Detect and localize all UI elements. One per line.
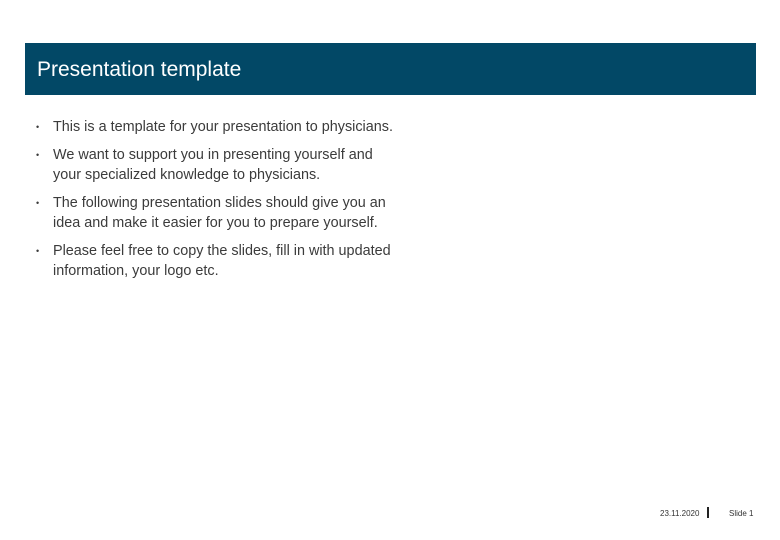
footer-divider <box>707 507 709 518</box>
bullet-text: Please feel free to copy the slides, fill in with updated information, your logo etc. <box>53 243 391 279</box>
bullet-text: This is a template for your presentation to physicians. <box>53 119 393 135</box>
bullet-item <box>36 193 396 233</box>
bullet-list <box>36 117 396 289</box>
slide-title: Presentation template <box>37 58 242 81</box>
bullet-item <box>36 145 396 185</box>
bullet-dot-icon: • <box>36 198 40 208</box>
bullet-dot-icon: • <box>36 246 40 256</box>
bullet-text: The following presentation slides should give you an idea and make it easier for you to prepare yourself. <box>53 195 386 231</box>
slide-number: Slide 1 <box>729 509 754 518</box>
title-bar <box>25 43 756 95</box>
bullet-item <box>36 117 396 137</box>
bullet-dot-icon: • <box>36 150 40 160</box>
footer-date: 23.11.2020 <box>660 509 700 518</box>
bullet-item <box>36 241 396 281</box>
bullet-text: We want to support you in presenting yourself and your specialized knowledge to physicians. <box>53 147 373 183</box>
bullet-dot-icon: • <box>36 122 40 132</box>
